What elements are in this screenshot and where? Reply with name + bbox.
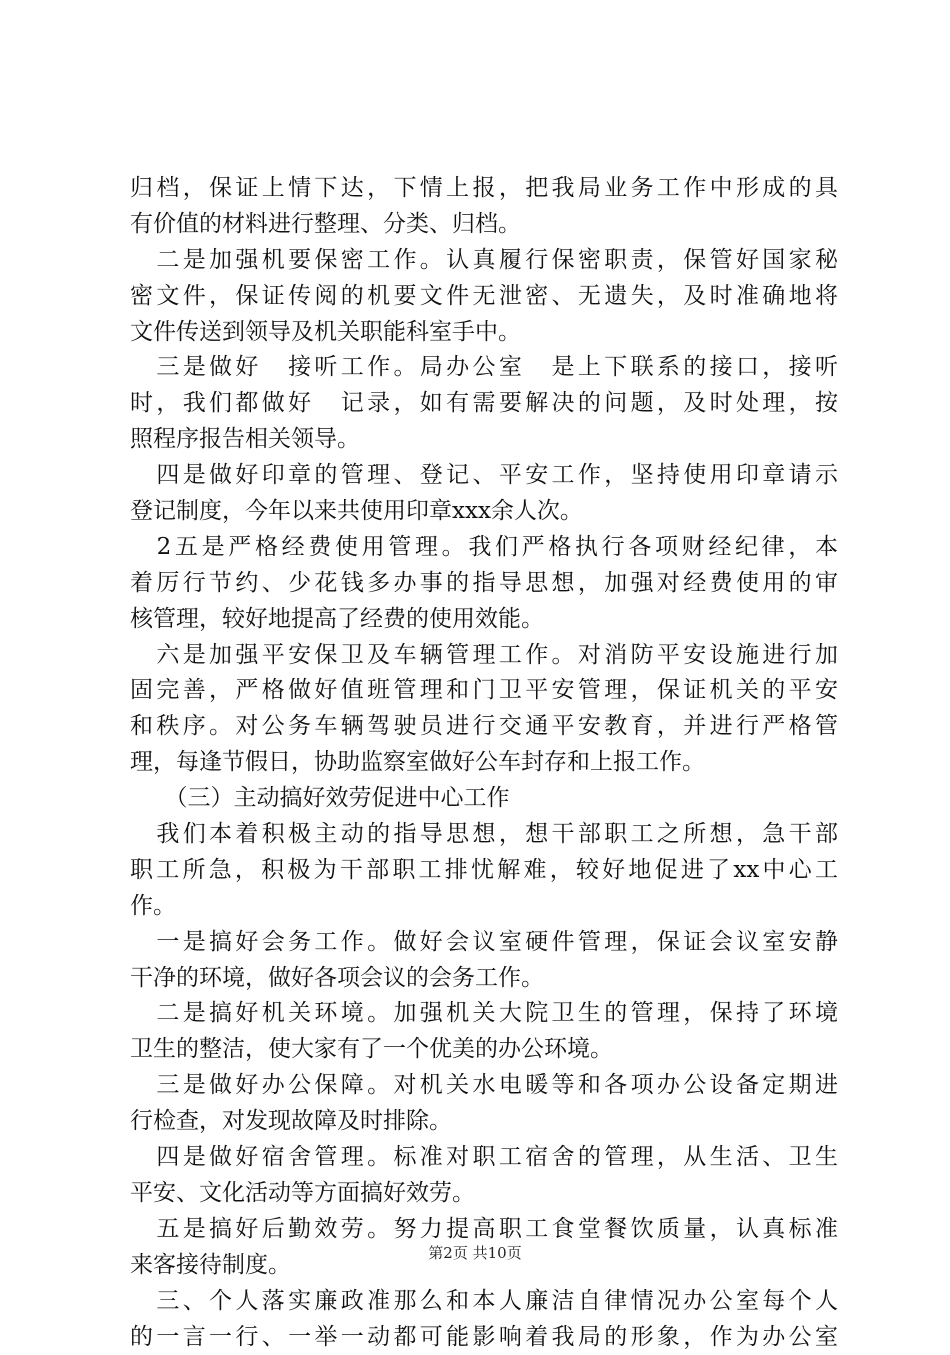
- text-line: 三是做好办公保障。对机关水电暖等和各项办公设备定期进: [130, 1068, 838, 1104]
- text-line: 二是搞好机关环境。加强机关大院卫生的管理，保持了环境: [130, 996, 838, 1032]
- text-line: 2五是严格经费使用管理。我们严格执行各项财经纪律，本: [130, 530, 838, 566]
- text-line: 有价值的材料进行整理、分类、归档。: [130, 207, 838, 243]
- text-line: 平安、文化活动等方面搞好效劳。: [130, 1176, 838, 1212]
- text-line: 归档，保证上情下达，下情上报，把我局业务工作中形成的具: [130, 171, 838, 207]
- text-line: 固完善，严格做好值班管理和门卫平安管理，保证机关的平安: [130, 673, 838, 709]
- text-line: 着厉行节约、少花钱多办事的指导思想，加强对经费使用的审: [130, 566, 838, 602]
- section-heading: （三）主动搞好效劳促进中心工作: [130, 781, 838, 817]
- text-line: 三、个人落实廉政准那么和本人廉洁自律情况办公室每个人: [130, 1284, 838, 1320]
- text-line: 登记制度，今年以来共使用印章xxx余人次。: [130, 494, 838, 530]
- text-line: 二是加强机要保密工作。认真履行保密职责，保管好国家秘: [130, 243, 838, 279]
- text-line: 一是搞好会务工作。做好会议室硬件管理，保证会议室安静: [130, 925, 838, 961]
- text-line: 核管理，较好地提高了经费的使用效能。: [130, 602, 838, 638]
- text-line: 行检查，对发现故障及时排除。: [130, 1104, 838, 1140]
- text-line: 我们本着积极主动的指导思想，想干部职工之所想，急干部: [130, 817, 838, 853]
- text-line: 来客接待制度。: [130, 1248, 838, 1284]
- text-line: 六是加强平安保卫及车辆管理工作。对消防平安设施进行加: [130, 638, 838, 674]
- text-line: 四是做好印章的管理、登记、平安工作，坚持使用印章请示: [130, 458, 838, 494]
- text-line: 的一言一行、一举一动都可能影响着我局的形象，作为办公室: [130, 1320, 838, 1355]
- text-line: 和秩序。对公务车辆驾驶员进行交通平安教育，并进行严格管: [130, 709, 838, 745]
- text-line: 作。: [130, 889, 838, 925]
- text-line: 时，我们都做好 记录，如有需要解决的问题，及时处理，按: [130, 386, 838, 422]
- text-line: 密文件，保证传阅的机要文件无泄密、无遗失，及时准确地将: [130, 279, 838, 315]
- page-footer: 第2页 共10页: [0, 1243, 950, 1263]
- text-line: 五是搞好后勤效劳。努力提高职工食堂餐饮质量，认真标准: [130, 1212, 838, 1248]
- text-line: 理，每逢节假日，协助监察室做好公车封存和上报工作。: [130, 745, 838, 781]
- text-line: 职工所急，积极为干部职工排忧解难，较好地促进了xx中心工: [130, 853, 838, 889]
- text-line: 三是做好 接听工作。局办公室 是上下联系的接口，接听: [130, 350, 838, 386]
- text-line: 文件传送到领导及机关职能科室手中。: [130, 315, 838, 351]
- text-line: 四是做好宿舍管理。标准对职工宿舍的管理，从生活、卫生: [130, 1140, 838, 1176]
- text-line: 干净的环境，做好各项会议的会务工作。: [130, 961, 838, 997]
- text-line: 照程序报告相关领导。: [130, 422, 838, 458]
- document-body: [130, 171, 838, 1355]
- text-line: 卫生的整洁，使大家有了一个优美的办公环境。: [130, 1032, 838, 1068]
